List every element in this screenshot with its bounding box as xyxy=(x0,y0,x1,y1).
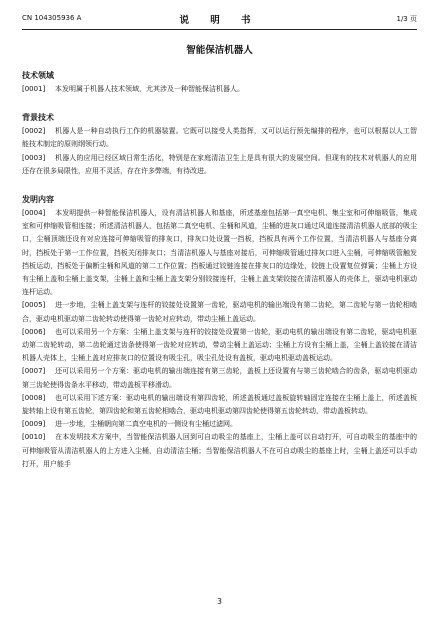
paragraph xyxy=(22,326,417,366)
paragraph-text: 也可以采用另一个方案：尘桶上盖支架与连杆的铰接处设置第一齿轮，驱动电机的输出端设有第二齿轮，驱动电机驱动第二齿轮转动，第二齿轮通过齿条使得第一齿轮对应转动，带动尘桶上盖运动；尘桶上方设有尘桶上盖，尘桶上盖铰接在清洁机器人壳体上，尘桶上盖对应排灰口的位置设有吸尘孔，吸尘孔处设有盖板，驱动电机驱动盖板运动。 xyxy=(22,327,417,363)
paragraph-text: 进一步地，尘桶朝向第二真空电机的一侧设有尘桶过滤网。 xyxy=(55,420,237,429)
paragraph-number: [0009] xyxy=(22,420,46,429)
doc-number: CN 104305936 A xyxy=(22,14,82,22)
paragraph xyxy=(22,299,417,325)
page-header xyxy=(22,12,417,26)
paragraph xyxy=(22,431,417,471)
paragraph-text: 机器人是一种自动执行工作的机器装置。它既可以接受人类指挥，又可以运行预先编排的程序，也可以根据以人工智能技术制定的原则纲领行动。 xyxy=(22,127,417,149)
paragraph xyxy=(22,152,417,178)
paragraph-number: [0002] xyxy=(22,127,46,136)
header-rule xyxy=(22,29,417,30)
paragraph-text: 还可以采用另一个方案：驱动电机的输出端连接有第三齿轮，盖板上还设置有与第三齿轮啮合的齿条，驱动电机驱动第三齿轮使得齿条水平移动，带动盖板平移滑动。 xyxy=(22,367,417,389)
paragraph xyxy=(22,83,417,96)
paragraph xyxy=(22,392,417,418)
section-heading: 发明内容 xyxy=(22,195,54,205)
paragraph xyxy=(22,365,417,391)
paragraph-number: [0006] xyxy=(22,327,46,336)
paragraph-number: [0001] xyxy=(22,85,46,93)
paragraph xyxy=(22,418,417,431)
paragraph-text: 进一步地，尘桶上盖支架与连杆的铰接处设置第一齿轮，驱动电机的输出端设有第二齿轮，第二齿轮与第一齿轮相啮合，驱动电机驱动第二齿轮转动使得第一齿轮对应转动，带动尘桶上盖运动。 xyxy=(22,301,417,323)
document-title: 智能保洁机器人 xyxy=(186,45,253,56)
paragraph xyxy=(22,207,417,299)
paragraph-text: 本发明提供一种智能保洁机器人，设有清洁机器人和基座，所述基座包括第一真空电机、集尘室和可伸缩吸管，集成室和可伸缩吸管相连接；所述清洁机器人，包括第二真空电机、尘桶和风道，尘桶的进灰口通过风道连接清洁机器人底部的吸尘口，尘桶顶端还设有对应连接可伸缩吸管的排灰口，排灰口处设置一挡板，挡板具有两个工作位置，当清洁机器人与基座分离时，挡板处于第一工作位置，挡板关闭排灰口；当清洁机器人与基座对接后，可伸缩吸管通过排灰口进入尘桶，可伸缩吸管触发挡板运动，挡板处于偏断尘桶和风道的第二工作位置；挡板通过铰链连接在排灰口的边缘处，铰链上设置复位弹簧；尘桶上方设有尘桶上盖和尘桶上盖支架，尘桶上盖和尘桶上盖支架分别铰接连杆，尘桶上盖支架铰接在清洁机器人的壳体上，驱动电机驱动连杆运动。 xyxy=(22,209,417,297)
paragraph-number: [0003] xyxy=(22,153,46,162)
paragraph-number: [0007] xyxy=(22,367,46,376)
paragraph-number: [0005] xyxy=(22,301,46,310)
paragraph-number: [0010] xyxy=(22,433,46,442)
doc-type: 说 明 书 xyxy=(179,15,260,26)
paragraph-text: 机器人的应用已经区域日常生活化，特别是在家庭清洁卫生上是具有很大的发展空间。但现有的技术对机器人的应用还存在很多局限性，应用不灵活，存在许多弊端，有待改进。 xyxy=(22,153,417,175)
page-indicator: 1/3 页 xyxy=(396,15,417,23)
paragraph-text: 本发明属于机器人技术领域，尤其涉及一种智能保洁机器人。 xyxy=(55,85,244,93)
paragraph xyxy=(22,125,417,151)
paragraph-number: [0004] xyxy=(22,209,46,218)
page-number: 3 xyxy=(217,597,222,606)
paragraph-text: 在本发明技术方案中，当智能保洁机器人回到可自动吸尘的基座上，尘桶上盖可以自动打开，可自动吸尘的基座中的可伸缩吸管从清洁机器人的上方进入尘桶，自动清洁尘桶；当智能保洁机器人不在可自动吸尘的基座上时，尘桶上盖还可以手动打开，用户能手 xyxy=(22,433,417,468)
paragraph-number: [0008] xyxy=(22,393,46,402)
section-heading: 技术领域 xyxy=(22,71,54,80)
paragraph-text: 也可以采用下述方案：驱动电机的输出端设有第四齿轮，所述盖板通过盖板旋转轴固定连接在尘桶上盖上，所述盖板旋转轴上设有第五齿轮，第四齿轮和第五齿轮相啮合，驱动电机驱动第四齿轮使得第五齿轮转动，带动盖板转动。 xyxy=(22,393,417,416)
document-body xyxy=(22,38,417,471)
section-heading: 背景技术 xyxy=(22,113,54,123)
